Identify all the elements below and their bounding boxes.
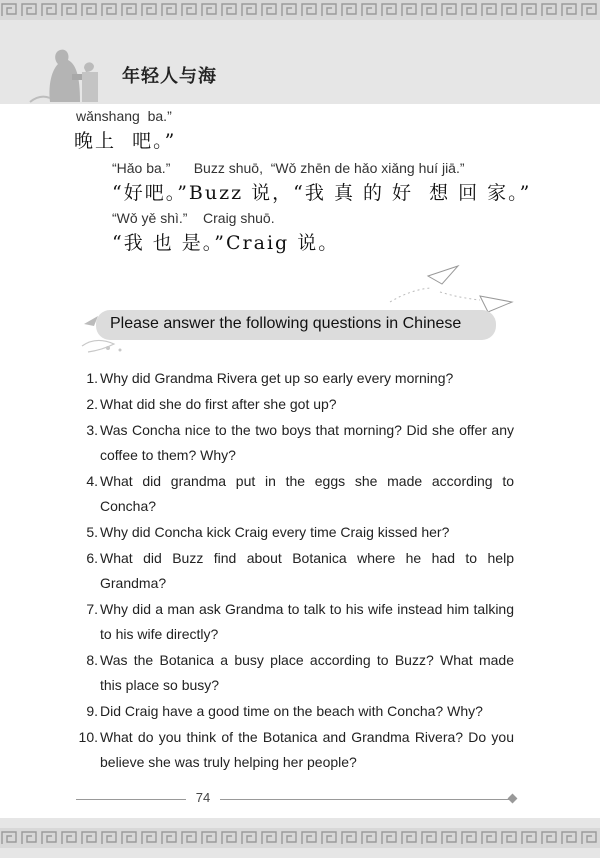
- question-item: [86, 699, 514, 724]
- question-number: 7.: [86, 601, 98, 617]
- question-text: What did grandma put in the eggs she made according to Concha?: [100, 473, 514, 514]
- question-text: Did Craig have a good time on the beach with Concha? Why?: [100, 703, 483, 719]
- question-item: [86, 597, 514, 647]
- page-number: 74: [195, 790, 211, 805]
- question-item: [86, 392, 514, 417]
- question-text: Was Concha nice to the two boys that morning? Did she offer any coffee to them? Why?: [100, 422, 514, 463]
- question-item: [78, 725, 514, 775]
- diamond-ornament-icon: [508, 794, 518, 804]
- footer-rule-right: [220, 799, 510, 800]
- dialogue-hanzi-1: 晚上 吧。”: [74, 130, 177, 152]
- question-number: 3.: [86, 422, 98, 438]
- header-band: [0, 0, 600, 104]
- question-number: 5.: [86, 524, 98, 540]
- question-item: [86, 546, 514, 596]
- question-text: What did she do first after she got up?: [100, 396, 337, 412]
- section-banner: [78, 306, 518, 356]
- question-number: 6.: [86, 550, 98, 566]
- question-number: 1.: [86, 370, 98, 386]
- dialogue-hanzi-2: “好吧。”Buzz 说，“我 真 的 好 想 回 家。”: [112, 182, 532, 204]
- question-text: What did Buzz find about Botanica where he had to help Grandma?: [100, 550, 514, 591]
- book-title: 年轻人与海: [122, 66, 217, 87]
- question-number: 4.: [86, 473, 98, 489]
- question-number: 2.: [86, 396, 98, 412]
- dialogue-pinyin-3: “Wǒ yě shì.” Craig shuō.: [112, 210, 275, 226]
- greek-key-border-top: [0, 0, 600, 20]
- question-item: [86, 469, 514, 519]
- greek-key-pattern: [0, 828, 600, 848]
- question-item: [86, 520, 514, 545]
- footer-rule-left: [76, 799, 186, 800]
- dialogue-pinyin-1: wǎnshang ba.”: [76, 108, 172, 124]
- question-text: Why did Concha kick Craig every time Craig kissed her?: [100, 524, 450, 540]
- dialogue-hanzi-3: “我 也 是。”Craig 说。: [112, 232, 340, 254]
- question-item: [86, 418, 514, 468]
- question-text: What do you think of the Botanica and Grandma Rivera? Do you believe she was truly helping her people?: [100, 729, 514, 770]
- dialogue-pinyin-2: “Hǎo ba.” Buzz shuō, “Wǒ zhēn de hǎo xiǎng huí jiā.”: [112, 160, 465, 176]
- question-text: Was the Botanica a busy place according to Buzz? What made this place so busy?: [100, 652, 514, 693]
- question-number: 10.: [78, 729, 98, 745]
- question-item: [86, 366, 514, 391]
- question-item: [86, 648, 514, 698]
- reading-figure-illustration: [20, 24, 110, 104]
- question-list: [78, 366, 514, 776]
- question-text: Why did a man ask Grandma to talk to his wife instead him talking to his wife directly?: [100, 601, 514, 642]
- question-number: 8.: [86, 652, 98, 668]
- question-text: Why did Grandma Rivera get up so early every morning?: [100, 370, 454, 386]
- greek-key-border-bottom: [0, 818, 600, 858]
- section-heading: Please answer the following questions in Chinese: [110, 315, 462, 332]
- question-number: 9.: [86, 703, 98, 719]
